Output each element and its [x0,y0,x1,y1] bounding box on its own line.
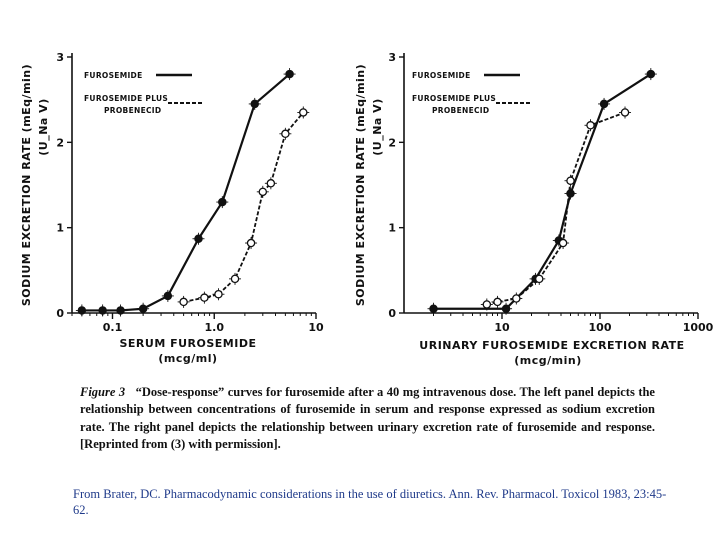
data-point-open [536,275,543,282]
data-point-filled [78,307,85,314]
data-point-open [567,177,574,184]
data-point-open [231,275,238,282]
legend-label-furosemide: FUROSEMIDE [84,71,143,80]
source-citation: From Brater, DC. Pharmacodynamic considerations in the use of diuretics. Ann. Rev. Pharmacol. Toxicol 1983, 23:45-62. [73,487,667,517]
chart-panel-right [354,51,714,367]
data-point-open [180,298,187,305]
y-tick-label: 2 [388,136,396,150]
x-axis-label: SERUM FUROSEMIDE [119,337,257,350]
legend-label-probenecid: PROBENECID [104,106,162,115]
legend-label-probenecid: PROBENECID [432,106,490,115]
data-point-open [559,239,566,246]
data-point-open [282,130,289,137]
data-point-filled [647,70,654,77]
y-tick-label: 0 [388,307,396,320]
x-axis-units: (mcg/min) [514,354,582,367]
y-tick-label: 1 [388,221,396,235]
x-axis-label: URINARY FUROSEMIDE EXCRETION RATE [419,339,685,352]
x-tick-label: 1.0 [204,321,224,334]
series-line-furosemide-probenecid [487,112,625,304]
data-point-open [494,298,501,305]
y-tick-label: 2 [56,136,64,150]
data-point-filled [219,198,226,205]
legend-label-probenecid: FUROSEMIDE PLUS [84,94,169,103]
y-tick-label: 3 [388,51,396,64]
x-tick-label: 0.1 [102,321,123,334]
y-tick-label: 0 [56,307,64,320]
y-axis-sublabel: (U_Na V) [37,98,50,156]
data-point-open [621,109,628,116]
y-axis-label: SODIUM EXCRETION RATE (mEq/min) [20,63,33,307]
data-point-open [247,239,254,246]
x-tick-label: 100 [588,321,612,334]
data-point-filled [164,292,171,299]
x-axis-units: (mcg/ml) [158,352,218,365]
data-point-filled [430,305,437,312]
figure-caption [80,384,655,453]
y-axis-sublabel: (U_Na V) [371,98,384,156]
data-point-filled [286,70,293,77]
data-point-open [259,188,266,195]
figure-label: Figure 3 [80,385,126,399]
data-point-open [587,122,594,129]
data-point-open [215,291,222,298]
data-point-filled [251,100,258,107]
data-point-open [201,294,208,301]
data-point-filled [600,100,607,107]
data-point-filled [117,307,124,314]
caption-text: “Dose-response” curves for furosemide after a 40 mg intravenous dose. The left panel depicts the relationship between concentrations of furosemide in serum and response expressed as sodium excretion rate. The right panel depicts the relationship between urinary excretion rate of furosemide and response. [Reprinted from (3) with permission]. [80,385,655,451]
y-axis-label: SODIUM EXCRETION RATE (mEq/min) [354,63,367,307]
data-point-filled [195,235,202,242]
x-tick-label: 10 [308,321,324,334]
data-point-open [300,109,307,116]
data-point-filled [502,305,509,312]
y-tick-label: 3 [56,51,64,64]
data-point-open [513,295,520,302]
chart-panel-left [20,51,324,365]
data-point-open [267,180,274,187]
data-point-filled [140,305,147,312]
legend-label-furosemide: FUROSEMIDE [412,71,471,80]
data-point-filled [99,307,106,314]
x-tick-label: 10 [494,321,510,334]
data-point-open [483,301,490,308]
y-tick-label: 1 [56,221,64,235]
x-tick-label: 1000 [682,321,714,334]
legend-label-probenecid: FUROSEMIDE PLUS [412,94,497,103]
